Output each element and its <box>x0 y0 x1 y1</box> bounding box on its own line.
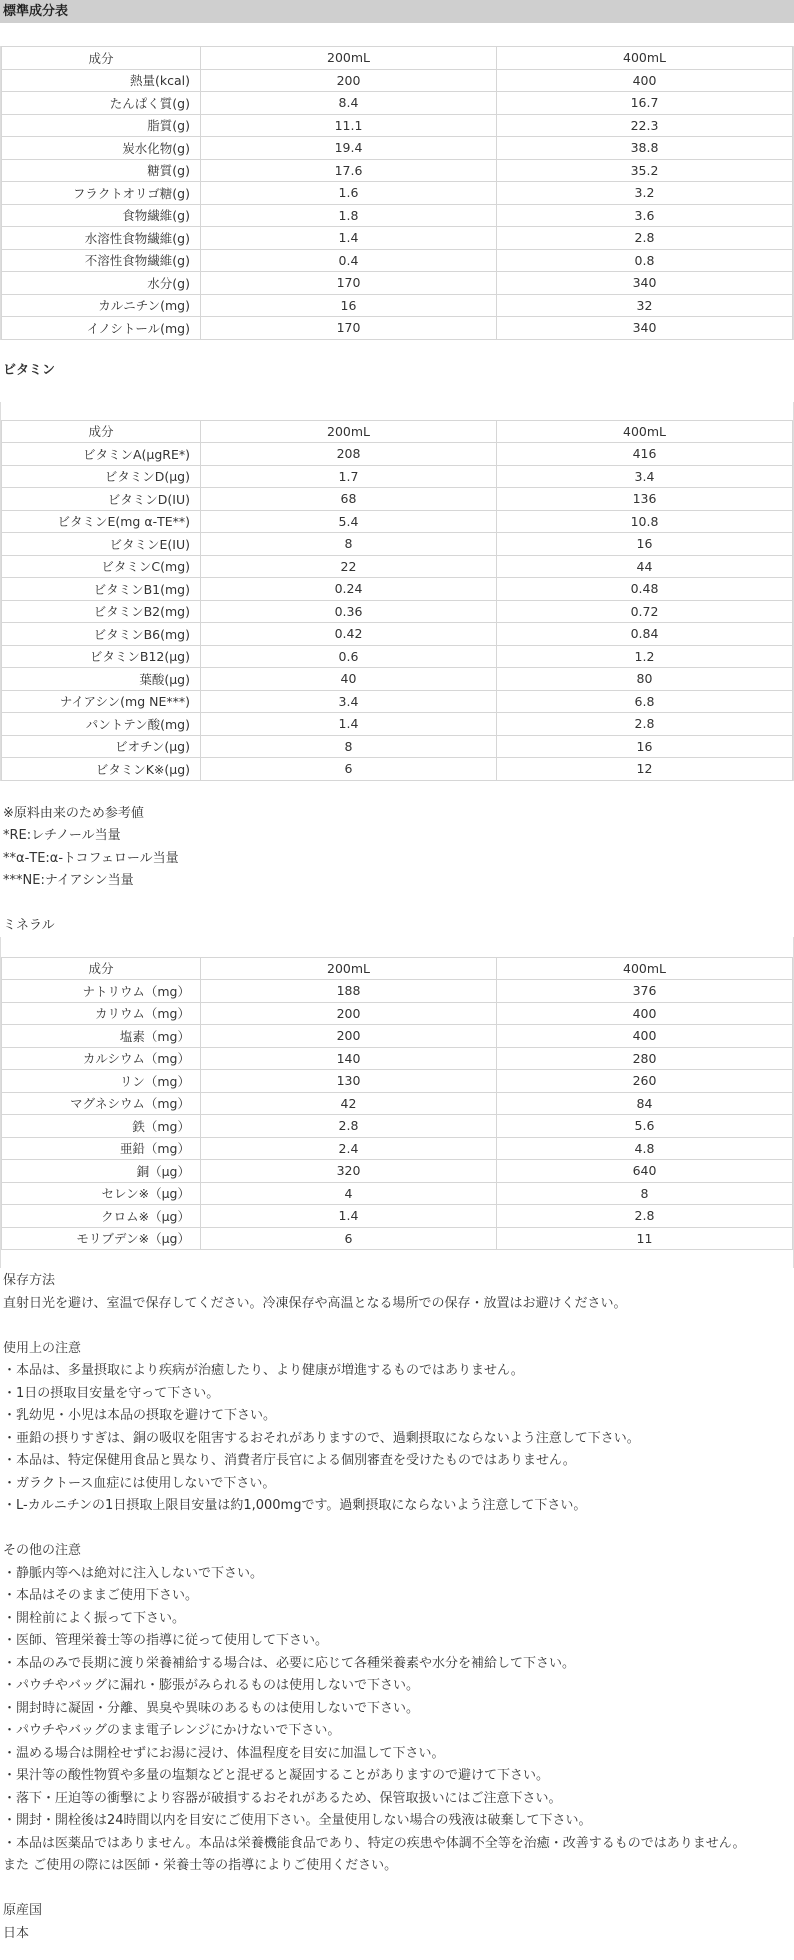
column-header: 200mL <box>201 47 497 70</box>
column-header: 200mL <box>201 420 497 443</box>
value-200ml-cell: 42 <box>201 1092 497 1115</box>
value-200ml-cell: 208 <box>201 443 497 466</box>
usage-line: ・本品は、多量摂取により疾病が治癒したり、より健康が増進するものではありません。 <box>3 1363 524 1378</box>
mineral-section-title: ミネラル <box>3 917 55 933</box>
usage-line: ・亜鉛の摂りすぎは、銅の吸収を阻害するおそれがありますので、過剰摂取にならないよう注意して下さい。 <box>3 1430 640 1446</box>
nutrient-name-cell: リン（mg） <box>2 1070 201 1093</box>
nutrient-name-cell: 熱量(kcal) <box>2 69 201 92</box>
value-400ml-cell: 8 <box>497 1182 793 1205</box>
value-400ml-cell: 80 <box>497 668 793 691</box>
value-400ml-cell: 16 <box>497 735 793 758</box>
table-header-row <box>2 420 793 443</box>
vitamin-table-row <box>2 533 793 556</box>
vitamin-table-frame <box>0 402 794 781</box>
value-200ml-cell: 1.4 <box>201 227 497 250</box>
nutrient-name-cell: ビタミンA(μgRE*) <box>2 443 201 466</box>
vitamin-table-row <box>2 488 793 511</box>
value-200ml-cell: 22 <box>201 555 497 578</box>
vitamin-table-row <box>2 600 793 623</box>
vitamin-table-row <box>2 735 793 758</box>
value-400ml-cell: 340 <box>497 272 793 295</box>
value-400ml-cell: 16 <box>497 533 793 556</box>
value-200ml-cell: 68 <box>201 488 497 511</box>
value-200ml-cell: 188 <box>201 980 497 1003</box>
mineral-table-row <box>2 1092 793 1115</box>
column-header: 成分 <box>2 420 201 443</box>
note-line: ***NE:ナイアシン当量 <box>3 873 134 888</box>
column-header: 400mL <box>497 420 793 443</box>
value-200ml-cell: 1.6 <box>201 182 497 205</box>
standard-table-row <box>2 114 793 137</box>
usage-line: ・1日の摂取目安量を守って下さい。 <box>3 1385 220 1401</box>
nutrient-name-cell: ビタミンB1(mg) <box>2 578 201 601</box>
value-400ml-cell: 84 <box>497 1092 793 1115</box>
nutrient-name-cell: ビタミンD(IU) <box>2 488 201 511</box>
value-200ml-cell: 170 <box>201 272 497 295</box>
value-400ml-cell: 0.72 <box>497 600 793 623</box>
standard-table-body <box>2 47 793 340</box>
column-header: 400mL <box>497 47 793 70</box>
standard-table-row <box>2 294 793 317</box>
spacer <box>3 1315 791 1338</box>
vitamin-table-row <box>2 645 793 668</box>
value-400ml-cell: 340 <box>497 317 793 340</box>
mineral-table-frame <box>0 937 794 1269</box>
value-400ml-cell: 0.84 <box>497 623 793 646</box>
value-200ml-cell: 6 <box>201 758 497 781</box>
nutrient-name-cell: 食物繊維(g) <box>2 204 201 227</box>
value-200ml-cell: 0.6 <box>201 645 497 668</box>
other-line: ・果汁等の酸性物質や多量の塩類などと混ぜると凝固することがありますので避けて下さい。 <box>3 1768 550 1783</box>
value-200ml-cell: 6 <box>201 1227 497 1250</box>
value-200ml-cell: 320 <box>201 1160 497 1183</box>
nutrient-name-cell: ビタミンB12(μg) <box>2 645 201 668</box>
value-200ml-cell: 1.8 <box>201 204 497 227</box>
other-line: ・本品のみで長期に渡り栄養補給する場合は、必要に応じて各種栄養素や水分を補給して下さい。 <box>3 1655 576 1671</box>
value-400ml-cell: 12 <box>497 758 793 781</box>
mineral-table-row <box>2 1160 793 1183</box>
value-200ml-cell: 0.36 <box>201 600 497 623</box>
nutrient-name-cell: ビタミンB2(mg) <box>2 600 201 623</box>
nutrient-name-cell: ビタミンE(IU) <box>2 533 201 556</box>
value-200ml-cell: 4 <box>201 1182 497 1205</box>
vitamin-section-title: ビタミン <box>3 362 56 378</box>
value-200ml-cell: 200 <box>201 1002 497 1025</box>
value-200ml-cell: 1.7 <box>201 465 497 488</box>
storage-text: 直射日光を避け、室温で保存してください。冷凍保存や高温となる場所での保存・放置はお避けください。 <box>3 1295 627 1311</box>
value-400ml-cell: 136 <box>497 488 793 511</box>
note-line: *RE:レチノール当量 <box>3 828 121 843</box>
value-400ml-cell: 10.8 <box>497 510 793 533</box>
value-400ml-cell: 32 <box>497 294 793 317</box>
value-200ml-cell: 17.6 <box>201 159 497 182</box>
value-400ml-cell: 2.8 <box>497 713 793 736</box>
value-400ml-cell: 0.48 <box>497 578 793 601</box>
value-400ml-cell: 640 <box>497 1160 793 1183</box>
other-line: ・本品はそのままご使用下さい。 <box>3 1588 199 1603</box>
mineral-table-row <box>2 1182 793 1205</box>
value-200ml-cell: 11.1 <box>201 114 497 137</box>
column-header: 成分 <box>2 957 201 980</box>
note-line: **α-TE:α-トコフェロール当量 <box>3 850 179 866</box>
mineral-table-body <box>2 957 793 1250</box>
standard-table-row <box>2 249 793 272</box>
value-400ml-cell: 22.3 <box>497 114 793 137</box>
other-line: ・開封時に凝固・分離、異臭や異味のあるものは使用しないで下さい。 <box>3 1700 420 1716</box>
nutrient-name-cell: クロム※（μg） <box>2 1205 201 1228</box>
nutrient-name-cell: 葉酸(μg) <box>2 668 201 691</box>
value-400ml-cell: 4.8 <box>497 1137 793 1160</box>
nutrient-name-cell: カリウム（mg） <box>2 1002 201 1025</box>
nutrient-name-cell: マグネシウム（mg） <box>2 1092 201 1115</box>
standard-section-title: 標準成分表 <box>0 0 794 23</box>
vitamin-table-row <box>2 713 793 736</box>
nutrient-name-cell: パントテン酸(mg) <box>2 713 201 736</box>
vitamin-table-row <box>2 623 793 646</box>
vitamin-table-row <box>2 758 793 781</box>
value-200ml-cell: 8.4 <box>201 92 497 115</box>
value-400ml-cell: 400 <box>497 69 793 92</box>
mineral-table-row <box>2 1047 793 1070</box>
value-400ml-cell: 3.2 <box>497 182 793 205</box>
other-line: ・本品は医薬品ではありません。本品は栄養機能食品であり、特定の疾患や体調不全等を治癒・改善するものではありません。 <box>3 1835 746 1851</box>
standard-table-row <box>2 227 793 250</box>
storage-title: 保存方法 <box>3 1273 56 1288</box>
storage-block <box>0 1270 794 1945</box>
value-200ml-cell: 16 <box>201 294 497 317</box>
standard-table-row <box>2 204 793 227</box>
table-bottom-gap <box>1 1250 793 1268</box>
value-200ml-cell: 3.4 <box>201 690 497 713</box>
vitamin-table-row <box>2 510 793 533</box>
other-line: ・医師、管理栄養士等の指導に従って使用して下さい。 <box>3 1633 329 1648</box>
value-200ml-cell: 40 <box>201 668 497 691</box>
vitamin-table-row <box>2 578 793 601</box>
value-400ml-cell: 44 <box>497 555 793 578</box>
value-400ml-cell: 6.8 <box>497 690 793 713</box>
nutrient-name-cell: たんぱく質(g) <box>2 92 201 115</box>
nutrient-name-cell: 不溶性食物繊維(g) <box>2 249 201 272</box>
column-header: 200mL <box>201 957 497 980</box>
origin-value: 日本 <box>3 1925 30 1941</box>
value-200ml-cell: 0.42 <box>201 623 497 646</box>
nutrient-name-cell: ビタミンC(mg) <box>2 555 201 578</box>
other-line: ・開栓前によく振って下さい。 <box>3 1610 186 1626</box>
mineral-table-row <box>2 1070 793 1093</box>
nutrient-name-cell: フラクトオリゴ糖(g) <box>2 182 201 205</box>
value-200ml-cell: 0.24 <box>201 578 497 601</box>
usage-line: ・本品は、特定保健用食品と異なり、消費者庁長官による個別審査を受けたものではありません。 <box>3 1453 576 1468</box>
value-400ml-cell: 38.8 <box>497 137 793 160</box>
nutrient-name-cell: ビタミンK※(μg) <box>2 758 201 781</box>
vitamin-table <box>1 420 793 781</box>
value-400ml-cell: 3.6 <box>497 204 793 227</box>
value-200ml-cell: 8 <box>201 533 497 556</box>
standard-table-row <box>2 92 793 115</box>
other-line: ・落下・圧迫等の衝撃により容器が破損するおそれがあるため、保管取扱いにはご注意下さい。 <box>3 1790 562 1806</box>
value-200ml-cell: 0.4 <box>201 249 497 272</box>
vitamin-table-row <box>2 690 793 713</box>
spacer <box>3 1878 791 1901</box>
standard-table-row <box>2 272 793 295</box>
standard-table-frame <box>0 46 794 340</box>
nutrient-name-cell: ビタミンE(mg α-TE**) <box>2 510 201 533</box>
nutrient-name-cell: ビタミンD(μg) <box>2 465 201 488</box>
value-400ml-cell: 16.7 <box>497 92 793 115</box>
value-400ml-cell: 1.2 <box>497 645 793 668</box>
value-200ml-cell: 140 <box>201 1047 497 1070</box>
nutrient-name-cell: 水分(g) <box>2 272 201 295</box>
note-line: ※原料由来のため参考値 <box>3 805 144 821</box>
value-200ml-cell: 200 <box>201 69 497 92</box>
column-header: 400mL <box>497 957 793 980</box>
nutrient-name-cell: ビオチン(μg) <box>2 735 201 758</box>
value-400ml-cell: 2.8 <box>497 227 793 250</box>
value-200ml-cell: 1.4 <box>201 713 497 736</box>
value-400ml-cell: 3.4 <box>497 465 793 488</box>
nutrient-name-cell: ナトリウム（mg） <box>2 980 201 1003</box>
table-header-row <box>2 957 793 980</box>
value-400ml-cell: 400 <box>497 1025 793 1048</box>
nutrient-name-cell: 塩素（mg） <box>2 1025 201 1048</box>
mineral-table-row <box>2 1137 793 1160</box>
table-header-row <box>2 47 793 70</box>
value-400ml-cell: 5.6 <box>497 1115 793 1138</box>
mineral-table-row <box>2 1115 793 1138</box>
value-400ml-cell: 376 <box>497 980 793 1003</box>
value-200ml-cell: 19.4 <box>201 137 497 160</box>
vitamin-table-row <box>2 555 793 578</box>
value-200ml-cell: 8 <box>201 735 497 758</box>
usage-line: ・乳幼児・小児は本品の摂取を避けて下さい。 <box>3 1408 277 1423</box>
value-200ml-cell: 130 <box>201 1070 497 1093</box>
standard-table-row <box>2 317 793 340</box>
value-400ml-cell: 0.8 <box>497 249 793 272</box>
value-200ml-cell: 2.8 <box>201 1115 497 1138</box>
value-200ml-cell: 1.4 <box>201 1205 497 1228</box>
mineral-table-row <box>2 1205 793 1228</box>
nutrient-name-cell: 銅（μg） <box>2 1160 201 1183</box>
usage-line: ・L-カルニチンの1日摂取上限目安量は約1,000mgです。過剰摂取にならないよう注意して下さい。 <box>3 1498 587 1513</box>
value-200ml-cell: 170 <box>201 317 497 340</box>
nutrient-name-cell: ビタミンB6(mg) <box>2 623 201 646</box>
value-400ml-cell: 260 <box>497 1070 793 1093</box>
standard-table-row <box>2 159 793 182</box>
mineral-table-row <box>2 1227 793 1250</box>
nutrient-name-cell: モリブデン※（μg） <box>2 1227 201 1250</box>
value-400ml-cell: 400 <box>497 1002 793 1025</box>
spacer <box>3 1518 791 1541</box>
mineral-table <box>1 957 793 1251</box>
table-gap <box>0 23 794 46</box>
nutrient-name-cell: カルシウム（mg） <box>2 1047 201 1070</box>
vitamin-table-row <box>2 465 793 488</box>
value-400ml-cell: 2.8 <box>497 1205 793 1228</box>
nutrient-name-cell: 糖質(g) <box>2 159 201 182</box>
mineral-table-row <box>2 980 793 1003</box>
vitamin-table-row <box>2 668 793 691</box>
nutrient-name-cell: 水溶性食物繊維(g) <box>2 227 201 250</box>
origin-title: 原産国 <box>3 1903 43 1918</box>
standard-table <box>1 46 793 340</box>
vitamin-table-row <box>2 443 793 466</box>
other-line: ・パウチやバッグのまま電子レンジにかけないで下さい。 <box>3 1723 341 1738</box>
nutrient-name-cell: 脂質(g) <box>2 114 201 137</box>
other-line: ・温める場合は開栓せずにお湯に浸け、体温程度を目安に加温して下さい。 <box>3 1745 445 1761</box>
other-line: ・開封・開栓後は24時間以内を目安にご使用下さい。全量使用しない場合の残液は破棄して下さい。 <box>3 1813 592 1828</box>
value-400ml-cell: 416 <box>497 443 793 466</box>
value-400ml-cell: 11 <box>497 1227 793 1250</box>
value-400ml-cell: 35.2 <box>497 159 793 182</box>
nutrient-name-cell: イノシトール(mg) <box>2 317 201 340</box>
standard-table-row <box>2 182 793 205</box>
value-200ml-cell: 5.4 <box>201 510 497 533</box>
vitamin-notes <box>0 781 794 893</box>
value-400ml-cell: 280 <box>497 1047 793 1070</box>
other-line: ・パウチやバッグに漏れ・膨張がみられるものは使用しないで下さい。 <box>3 1678 420 1693</box>
nutrient-name-cell: カルニチン(mg) <box>2 294 201 317</box>
nutrient-name-cell: 亜鉛（mg） <box>2 1137 201 1160</box>
nutrient-name-cell: セレン※（μg） <box>2 1182 201 1205</box>
usage-line: ・ガラクトース血症には使用しないで下さい。 <box>3 1475 276 1491</box>
standard-table-row <box>2 69 793 92</box>
usage-title: 使用上の注意 <box>3 1340 82 1356</box>
column-header: 成分 <box>2 47 201 70</box>
mineral-table-row <box>2 1002 793 1025</box>
standard-table-row <box>2 137 793 160</box>
nutrient-name-cell: 炭水化物(g) <box>2 137 201 160</box>
value-200ml-cell: 200 <box>201 1025 497 1048</box>
nutrient-name-cell: 鉄（mg） <box>2 1115 201 1138</box>
nutrient-name-cell: ナイアシン(mg NE***) <box>2 690 201 713</box>
other-title: その他の注意 <box>3 1543 82 1558</box>
value-200ml-cell: 2.4 <box>201 1137 497 1160</box>
vitamin-table-body <box>2 420 793 780</box>
other-line: また ご使用の際には医師・栄養士等の指導によりご使用ください。 <box>3 1858 398 1873</box>
mineral-table-row <box>2 1025 793 1048</box>
other-line: ・静脈内等へは絶対に注入しないで下さい。 <box>3 1565 264 1581</box>
